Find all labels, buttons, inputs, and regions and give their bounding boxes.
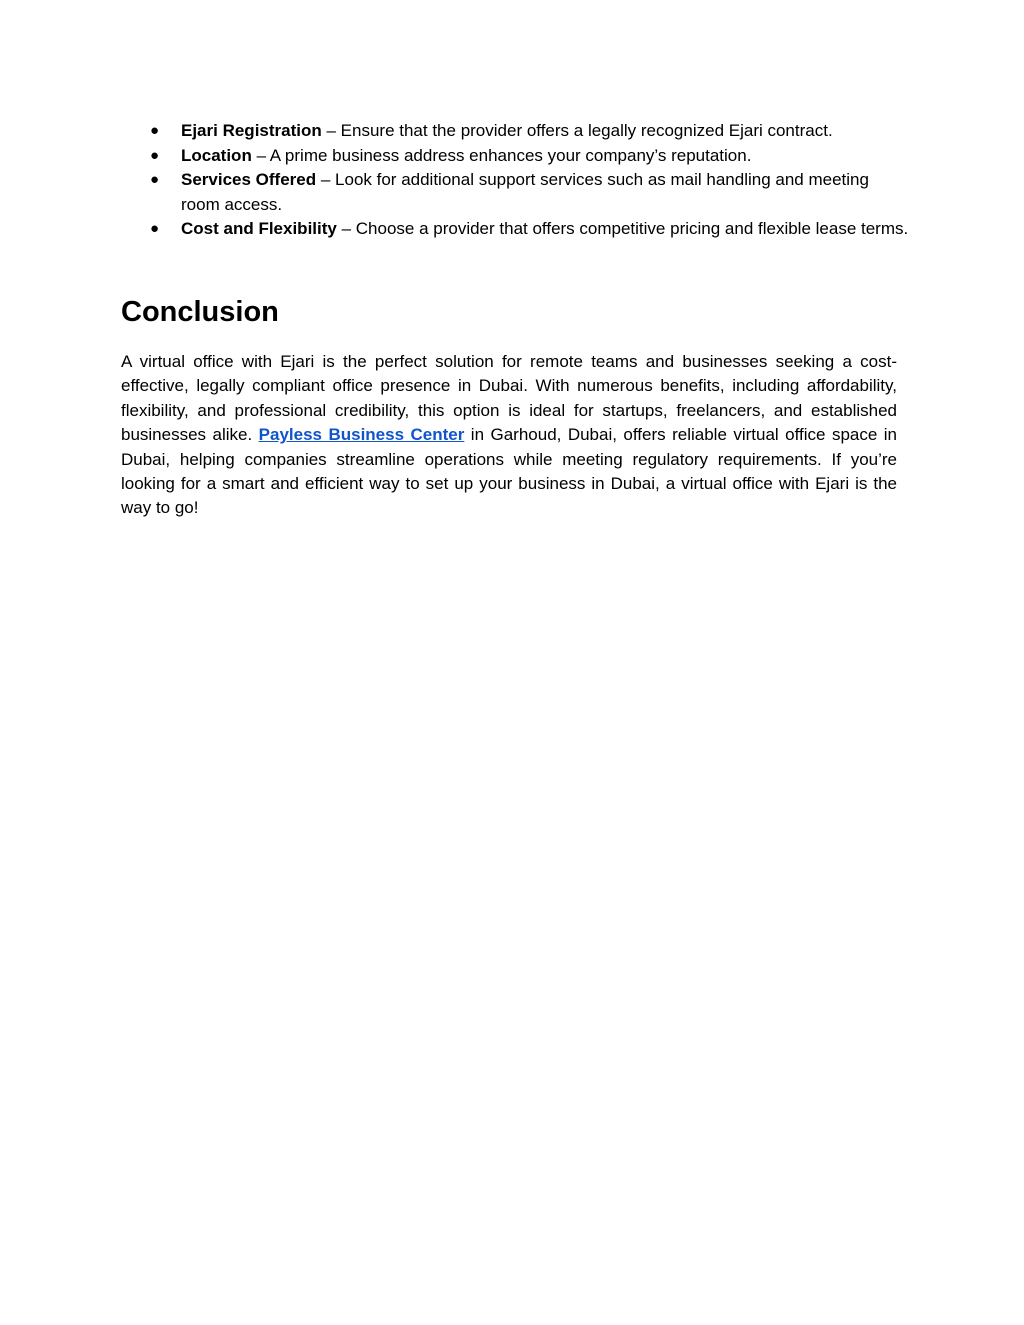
bullet-text: – Look for additional support services such as mail handling and meeting room access. — [181, 170, 869, 214]
bullet-dot-icon: ● — [150, 122, 160, 139]
conclusion-paragraph — [121, 350, 897, 521]
payless-business-center-link[interactable]: Payless Business Center — [258, 425, 465, 445]
bullet-item-cost-flexibility — [150, 217, 910, 242]
bullet-item-services-offered — [150, 168, 910, 217]
bullet-text: – Ensure that the provider offers a legally recognized Ejari contract. — [321, 121, 833, 140]
bullet-dot-icon: ● — [150, 146, 160, 164]
bullet-dot-icon: ● — [150, 171, 160, 188]
bullet-term: Ejari Registration — [181, 121, 322, 140]
conclusion-text-before-link: A virtual office with Ejari is the perfect solution for remote teams and businesses seeking a cost-effective, legally compliant office presence in Dubai. With numerous benefits, including affordability, flexibility, and professional credibility, this option is ideal for startups, freelancers, and established businesses alike. — [121, 352, 897, 445]
criteria-bullet-list — [150, 119, 910, 242]
conclusion-heading: Conclusion — [121, 296, 279, 328]
bullet-term: Location — [181, 145, 252, 165]
conclusion-text-after-link: in Garhoud, Dubai, offers reliable virtual office space in Dubai, helping companies streamline operations while meeting regulatory requirements. If you’re looking for a smart and efficient way to set up your business in Dubai, a virtual office with Ejari is the way to go! — [121, 425, 897, 518]
bullet-dot-icon: ● — [150, 220, 160, 237]
bullet-text: – Choose a provider that offers competitive pricing and flexible lease terms. — [336, 219, 909, 238]
bullet-term: Services Offered — [181, 170, 317, 189]
bullet-text: – A prime business address enhances your company’s reputation. — [251, 145, 752, 165]
bullet-item-ejari-registration — [150, 119, 910, 144]
bullet-term: Cost and Flexibility — [181, 219, 337, 238]
bullet-item-location — [150, 144, 910, 169]
